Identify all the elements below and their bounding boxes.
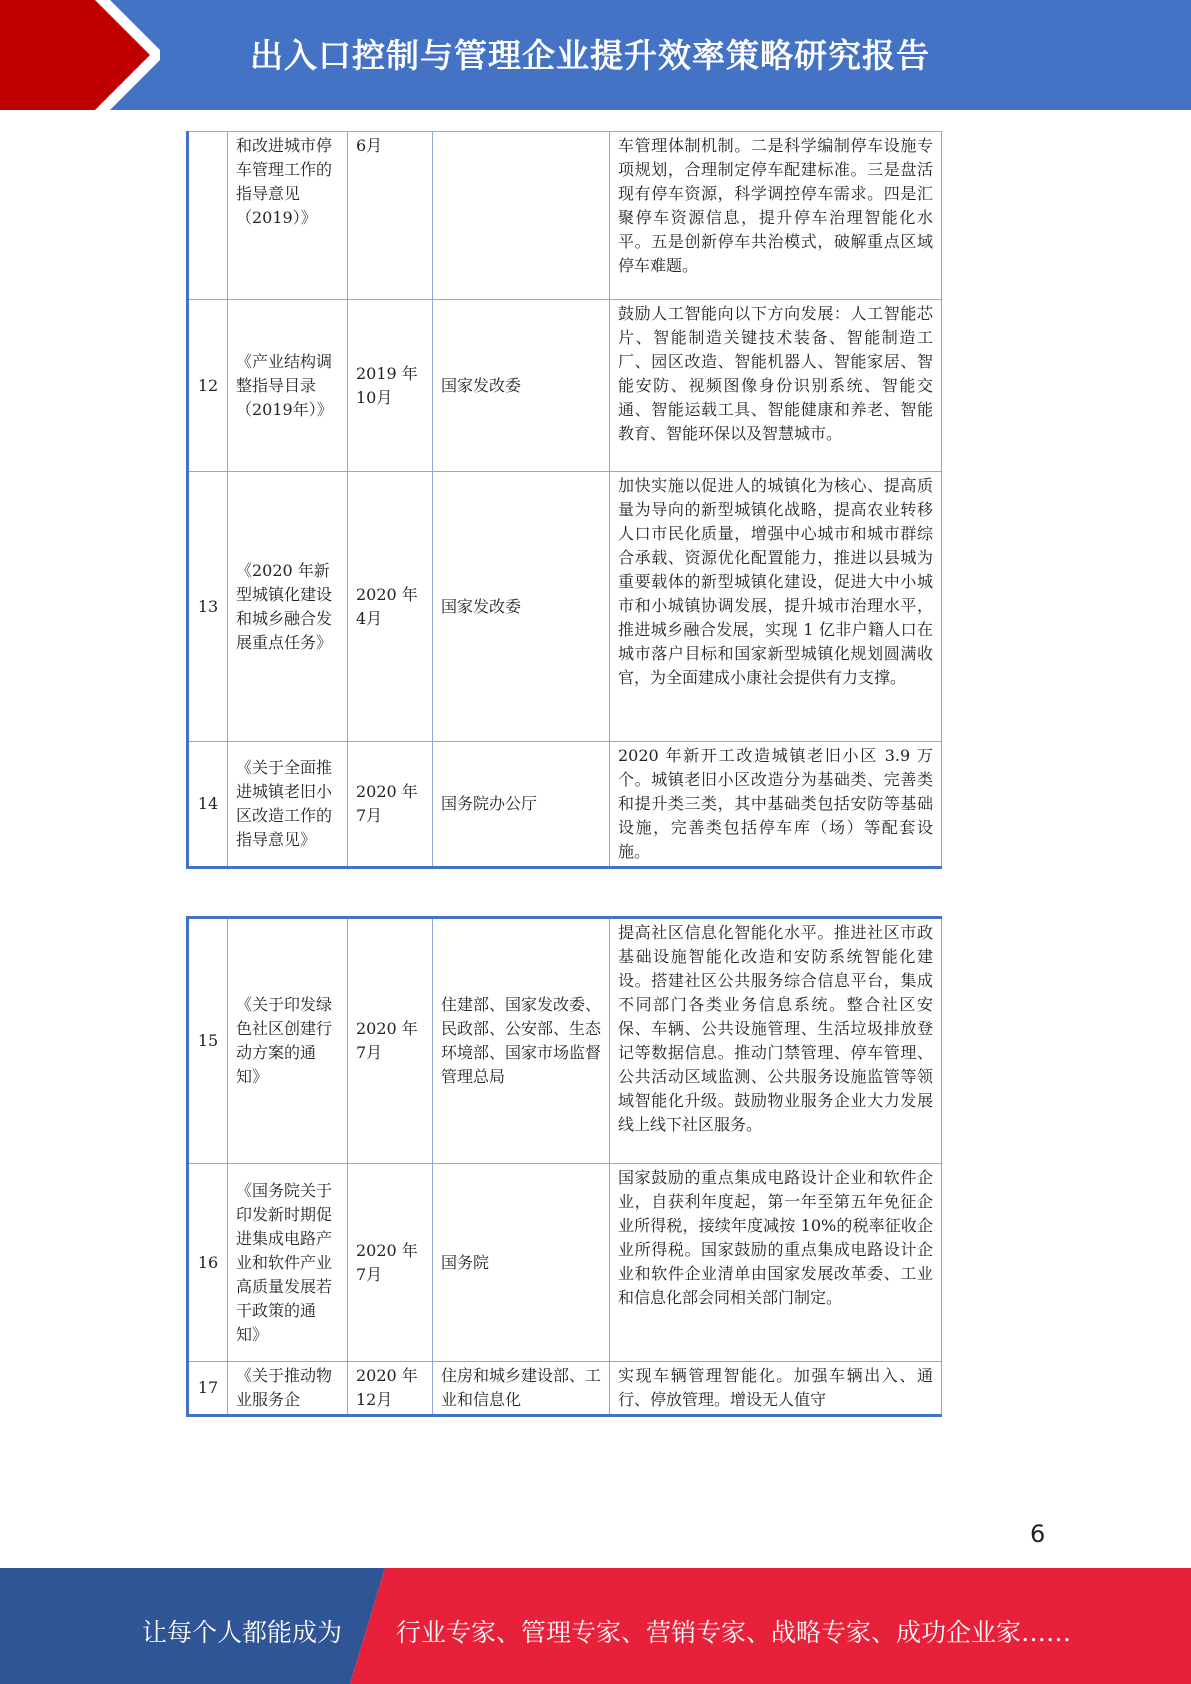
table-row: [188, 1164, 942, 1362]
policy-date: 2019 年10月: [348, 300, 433, 472]
row-number: 15: [188, 918, 228, 1164]
table-row: [188, 132, 942, 300]
policy-content: 提高社区信息化智能化水平。推进社区市政基础设施智能化改造和安防系统智能化建设。搭建社区公共服务综合信息平台，集成不同部门各类业务信息系统。整合社区安保、车辆、公共设施管理、生活垃圾排放登记等数据信息。推动门禁管理、停车管理、公共活动区域监测、公共服务设施监管等领域智能化升级。鼓励物业服务企业大力发展线上线下社区服务。: [610, 918, 942, 1164]
policy-name: 《关于推动物业服务企: [228, 1362, 348, 1416]
table-row: [188, 1362, 942, 1416]
policy-name: 《关于全面推进城镇老旧小区改造工作的指导意见》: [228, 742, 348, 868]
policy-table-1: [186, 131, 942, 869]
policy-date: 6月: [348, 132, 433, 300]
policy-content: 2020 年新开工改造城镇老旧小区 3.9 万个。城镇老旧小区改造分为基础类、完善类和提升类三类，其中基础类包括安防等基础设施，完善类包括停车库（场）等配套设施。: [610, 742, 942, 868]
policy-org: 住建部、国家发改委、民政部、公安部、生态环境部、国家市场监督管理总局: [433, 918, 610, 1164]
policy-name: 《2020 年新型城镇化建设和城乡融合发展重点任务》: [228, 472, 348, 742]
policy-org: 国家发改委: [433, 472, 610, 742]
table-row: [188, 918, 942, 1164]
page-footer: [0, 1568, 1191, 1684]
table-row: [188, 742, 942, 868]
policy-content: 鼓励人工智能向以下方向发展：人工智能芯片、智能制造关键技术装备、智能制造工厂、园区改造、智能机器人、智能家居、智能安防、视频图像身份识别系统、智能交通、智能运载工具、智能健康和养老、智能教育、智能环保以及智慧城市。: [610, 300, 942, 472]
table-row: [188, 472, 942, 742]
report-title: 出入口控制与管理企业提升效率策略研究报告: [250, 36, 930, 75]
policy-org: 国家发改委: [433, 300, 610, 472]
policy-org: 国务院: [433, 1164, 610, 1362]
policy-content: 实现车辆管理智能化。加强车辆出入、通行、停放管理。增设无人值守: [610, 1362, 942, 1416]
footer-slogan-left: 让每个人都能成为: [142, 1618, 343, 1647]
policy-name: 《国务院关于印发新时期促进集成电路产业和软件产业高质量发展若干政策的通知》: [228, 1164, 348, 1362]
policy-date: 2020 年7月: [348, 1164, 433, 1362]
policy-org: 住房和城乡建设部、工业和信息化: [433, 1362, 610, 1416]
policy-table-2: [186, 916, 942, 1417]
header-arrow-icon: [0, 0, 160, 110]
policy-date: 2020 年4月: [348, 472, 433, 742]
policy-content: 加快实施以促进人的城镇化为核心、提高质量为导向的新型城镇化战略，提高农业转移人口市民化质量，增强中心城市和城市群综合承载、资源优化配置能力，推进以县城为重要载体的新型城镇化建设，促进大中小城市和小城镇协调发展，提升城市治理水平，推进城乡融合发展，实现 1 亿非户籍人口在城市落户目标和国家新型城镇化规划圆满收官，为全面建成小康社会提供有力支撑。: [610, 472, 942, 742]
row-number: 17: [188, 1362, 228, 1416]
policy-date: 2020 年7月: [348, 918, 433, 1164]
row-number: 13: [188, 472, 228, 742]
page-number: 6: [1030, 1520, 1046, 1548]
policy-date: 2020 年7月: [348, 742, 433, 868]
table-row: [188, 300, 942, 472]
policy-name: 《关于印发绿色社区创建行动方案的通知》: [228, 918, 348, 1164]
footer-slogan-right: 行业专家、管理专家、营销专家、战略专家、成功企业家……: [396, 1618, 1072, 1647]
policy-content: 车管理体制机制。二是科学编制停车设施专项规划，合理制定停车配建标准。三是盘活现有停车资源，科学调控停车需求。四是汇聚停车资源信息，提升停车治理智能化水平。五是创新停车共治模式，破解重点区域停车难题。: [610, 132, 942, 300]
row-number: 14: [188, 742, 228, 868]
policy-name: 和改进城市停车管理工作的指导意见（2019）》: [228, 132, 348, 300]
policy-org: 国务院办公厅: [433, 742, 610, 868]
policy-content: 国家鼓励的重点集成电路设计企业和软件企业，自获利年度起，第一年至第五年免征企业所得税，接续年度减按 10%的税率征收企业所得税。国家鼓励的重点集成电路设计企业和软件企业清单由国家发展改革委、工业和信息化部会同相关部门制定。: [610, 1164, 942, 1362]
policy-org: [433, 132, 610, 300]
row-number: [188, 132, 228, 300]
row-number: 16: [188, 1164, 228, 1362]
page-header: [0, 0, 1191, 110]
policy-name: 《产业结构调整指导目录（2019年）》: [228, 300, 348, 472]
row-number: 12: [188, 300, 228, 472]
policy-date: 2020 年12月: [348, 1362, 433, 1416]
